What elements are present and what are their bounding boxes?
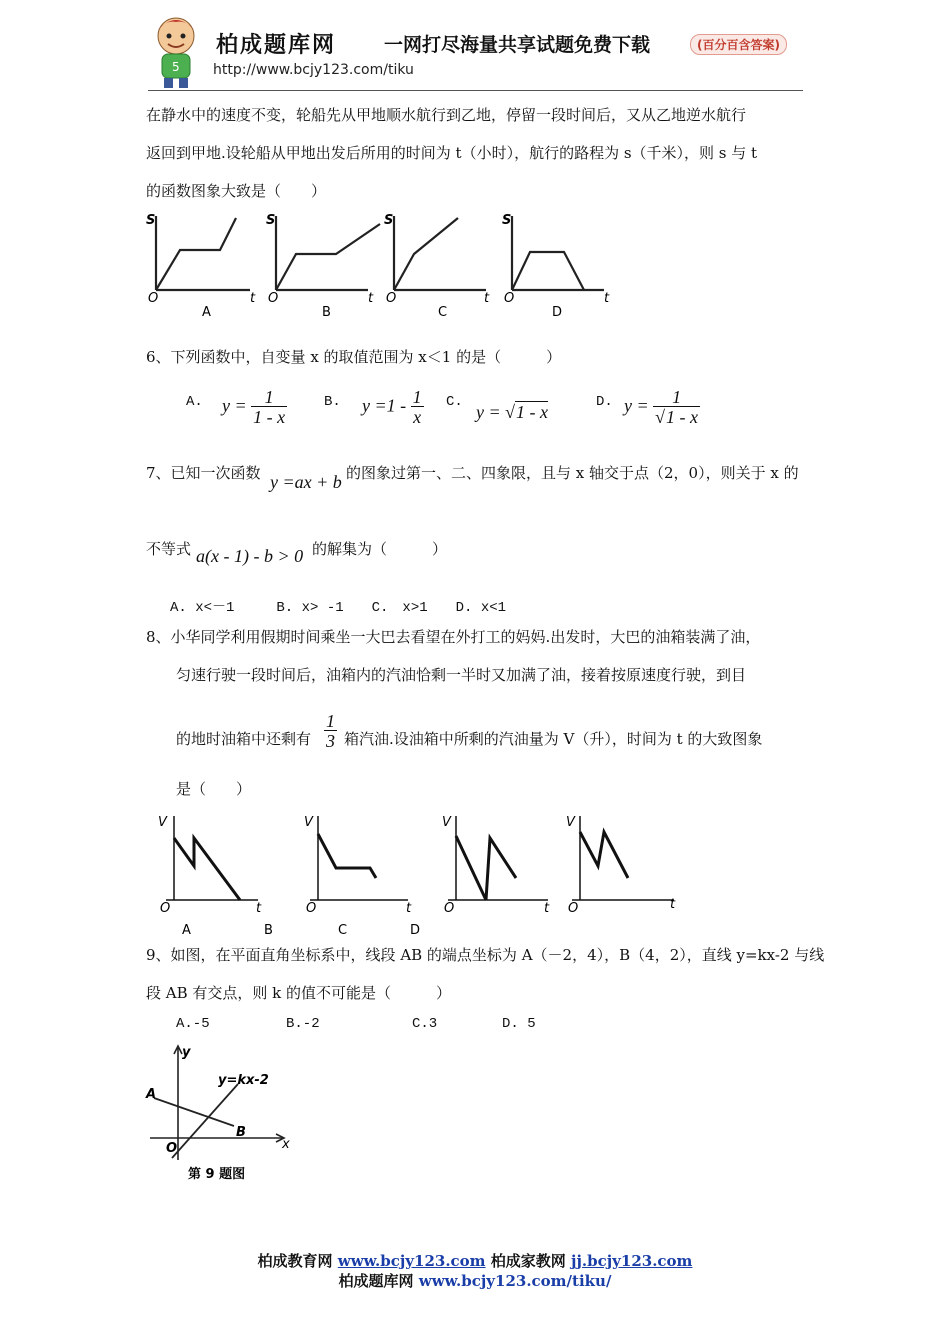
header-url[interactable]: http://www.bcjy123.com/tiku bbox=[213, 62, 414, 78]
q6-c-radicand: 1 - x bbox=[516, 402, 549, 422]
q5-d-label: D bbox=[552, 305, 563, 320]
q6-b-num: 1 bbox=[412, 387, 422, 407]
q5-c-origin: O bbox=[386, 291, 397, 306]
q9-axis-y: y bbox=[182, 1045, 191, 1060]
q6-option-a-formula bbox=[222, 388, 287, 427]
q8-graph-c bbox=[448, 816, 548, 900]
q5-b-axis-x: t bbox=[368, 291, 374, 306]
q5-a-label: A bbox=[202, 305, 211, 320]
q5-graphs bbox=[140, 208, 620, 324]
footer-link-tiku[interactable]: www.bcjy123.com/tiku/ bbox=[418, 1272, 612, 1290]
q6-b-lhs: y =1 - bbox=[362, 395, 407, 416]
q5-line1: 在静水中的速度不变，轮船先从甲地顺水航行到乙地，停留一段时间后，又从乙地逆水航行 bbox=[146, 106, 747, 124]
q8-graph-b bbox=[310, 816, 408, 900]
q8-b-axis-y: V bbox=[304, 815, 313, 830]
q6-option-c-formula: y = √1 - x bbox=[476, 402, 549, 422]
q8-line4: 是（ ） bbox=[176, 780, 252, 798]
q8-d-origin: O bbox=[568, 901, 579, 916]
q8-a-axis-x: t bbox=[256, 901, 262, 916]
q9-line-label: y=kx-2 bbox=[218, 1073, 269, 1088]
q8-a-origin: O bbox=[160, 901, 171, 916]
q5-graph-a bbox=[156, 216, 250, 290]
q9-point-a: A bbox=[146, 1087, 157, 1102]
q9-figure bbox=[142, 1040, 292, 1186]
q6-b-den: x bbox=[413, 407, 422, 427]
footer-link-tutor[interactable]: jj.bcjy123.com bbox=[571, 1252, 693, 1270]
q6-d-radicand: 1 - x bbox=[666, 407, 699, 427]
q6-option-b-label: B. bbox=[324, 394, 341, 410]
q9-line1: 9、如图，在平面直角坐标系中，线段 AB 的端点坐标为 A（－2，4），B（4，2），直线 y=kx-2 与线 bbox=[146, 946, 825, 964]
q8-d-label: D bbox=[410, 923, 421, 938]
answer-badge: (百分百含答案) bbox=[690, 34, 787, 55]
site-slogan: 一网打尽海量共享试题免费下载 bbox=[384, 34, 651, 56]
q6-d-lhs: y = bbox=[624, 395, 649, 416]
q8-line1: 8、小华同学利用假期时间乘坐一大巴去看望在外打工的妈妈.出发时，大巴的油箱装满了油， bbox=[146, 628, 761, 646]
q8-graph-a bbox=[166, 816, 258, 900]
q8-c-axis-x: t bbox=[544, 901, 550, 916]
q5-graph-d bbox=[512, 216, 604, 290]
q9-axis-x: x bbox=[282, 1137, 290, 1152]
q8-fraction bbox=[324, 712, 337, 751]
q8-c-origin: O bbox=[444, 901, 455, 916]
footer-label-tutor: 柏成家教网 bbox=[490, 1252, 566, 1270]
q8-b-origin: O bbox=[306, 901, 317, 916]
q8-frac-den: 3 bbox=[326, 731, 335, 751]
q7-options: A. x<－1 B. x> -1 C. x>1 D. x<1 bbox=[170, 600, 507, 616]
q8-graph-d bbox=[572, 816, 674, 900]
q9-line-kx bbox=[172, 1084, 238, 1158]
q6-option-d-label: D. bbox=[596, 394, 613, 410]
q8-c-label: C bbox=[338, 923, 348, 938]
q7-formula: y =ax + b bbox=[270, 472, 342, 492]
q9-option-b: B.-2 bbox=[286, 1016, 320, 1032]
q8-line3-prefix: 的地时油箱中还剩有 bbox=[176, 730, 312, 748]
q8-b-label: B bbox=[264, 923, 273, 938]
q5-b-label: B bbox=[322, 305, 331, 320]
q5-line3: 的函数图象大致是（ ） bbox=[146, 182, 327, 200]
q8-line3-suffix: 箱汽油.设油箱中所剩的汽油量为 V（升），时间为 t 的大致图象 bbox=[344, 730, 763, 748]
q5-graph-b bbox=[276, 216, 380, 290]
q5-d-origin: O bbox=[504, 291, 515, 306]
q5-d-axis-y: S bbox=[502, 213, 512, 228]
q6-option-d-formula: y = $\frac{1}{√1 - x}$ bbox=[624, 387, 699, 427]
q8-a-label: A bbox=[182, 923, 191, 938]
footer-label-tiku: 柏成题库网 bbox=[338, 1272, 414, 1290]
q8-c-axis-y: V bbox=[442, 815, 451, 830]
q8-line2: 匀速行驶一段时间后，油箱内的汽油恰剩一半时又加满了油，接着按原速度行驶，到目 bbox=[176, 666, 747, 684]
svg-text:5: 5 bbox=[172, 60, 180, 74]
q5-graph-c bbox=[394, 216, 486, 290]
q5-line2: 返回到甲地.设轮船从甲地出发后所用的时间为 t（小时），航行的路程为 s（千米），则 s 与 t bbox=[146, 144, 758, 162]
q5-d-axis-x: t bbox=[604, 291, 610, 306]
q9-line2: 段 AB 有交点，则 k 的值不可能是（ ） bbox=[146, 984, 452, 1002]
q9-option-a: A.-5 bbox=[176, 1016, 210, 1032]
q5-a-origin: O bbox=[148, 291, 159, 306]
q5-b-origin: O bbox=[268, 291, 279, 306]
q7-line2-prefix: 不等式 bbox=[146, 540, 192, 558]
header-divider bbox=[148, 90, 803, 91]
q6-a-den: 1 - x bbox=[253, 407, 286, 427]
footer-link-edu[interactable]: www.bcjy123.com bbox=[337, 1252, 486, 1270]
q6-c-lhs: y = bbox=[476, 402, 501, 422]
q8-frac-num: 1 bbox=[326, 711, 335, 731]
q9-option-c: C.3 bbox=[412, 1016, 438, 1032]
footer-line2 bbox=[0, 1270, 950, 1291]
footer-label-edu: 柏成教育网 bbox=[257, 1252, 333, 1270]
q7-line2-suffix: 的解集为（ ） bbox=[312, 540, 448, 558]
q6-option-c-label: C. bbox=[446, 394, 463, 410]
footer-line1 bbox=[0, 1250, 950, 1271]
q6-d-num: 1 bbox=[653, 388, 700, 407]
q6-option-b-formula bbox=[362, 388, 424, 427]
q9-caption: 第 9 题图 bbox=[188, 1167, 246, 1182]
q8-b-axis-x: t bbox=[406, 901, 412, 916]
q5-c-axis-y: S bbox=[384, 213, 394, 228]
q8-d-axis-x: t bbox=[670, 897, 676, 912]
q9-origin: O bbox=[166, 1141, 178, 1156]
q8-d-axis-y: V bbox=[566, 815, 575, 830]
q5-a-axis-y: S bbox=[146, 213, 156, 228]
q6-a-lhs: y = bbox=[222, 395, 247, 416]
q5-c-label: C bbox=[438, 305, 448, 320]
q8-graphs bbox=[150, 808, 690, 938]
site-name: 柏成题库网 bbox=[216, 32, 337, 58]
q7-suffix: 的图象过第一、二、四象限，且与 x 轴交于点（2，0），则关于 x 的 bbox=[346, 464, 799, 482]
q7-prefix: 7、已知一次函数 bbox=[146, 464, 261, 482]
mascot-logo bbox=[146, 12, 206, 90]
q9-option-d: D. 5 bbox=[502, 1016, 536, 1032]
q6-a-num: 1 bbox=[251, 388, 287, 407]
q6-stem: 6、下列函数中，自变量 x 的取值范围为 x＜1 的是（ ） bbox=[146, 348, 562, 366]
q8-a-axis-y: V bbox=[158, 815, 167, 830]
q9-point-b: B bbox=[236, 1125, 246, 1140]
q5-a-axis-x: t bbox=[250, 291, 256, 306]
q6-option-a-label: A. bbox=[186, 394, 203, 410]
q5-b-axis-y: S bbox=[266, 213, 276, 228]
q7-inequality: a(x - 1) - b > 0 bbox=[196, 546, 304, 566]
q5-c-axis-x: t bbox=[484, 291, 490, 306]
